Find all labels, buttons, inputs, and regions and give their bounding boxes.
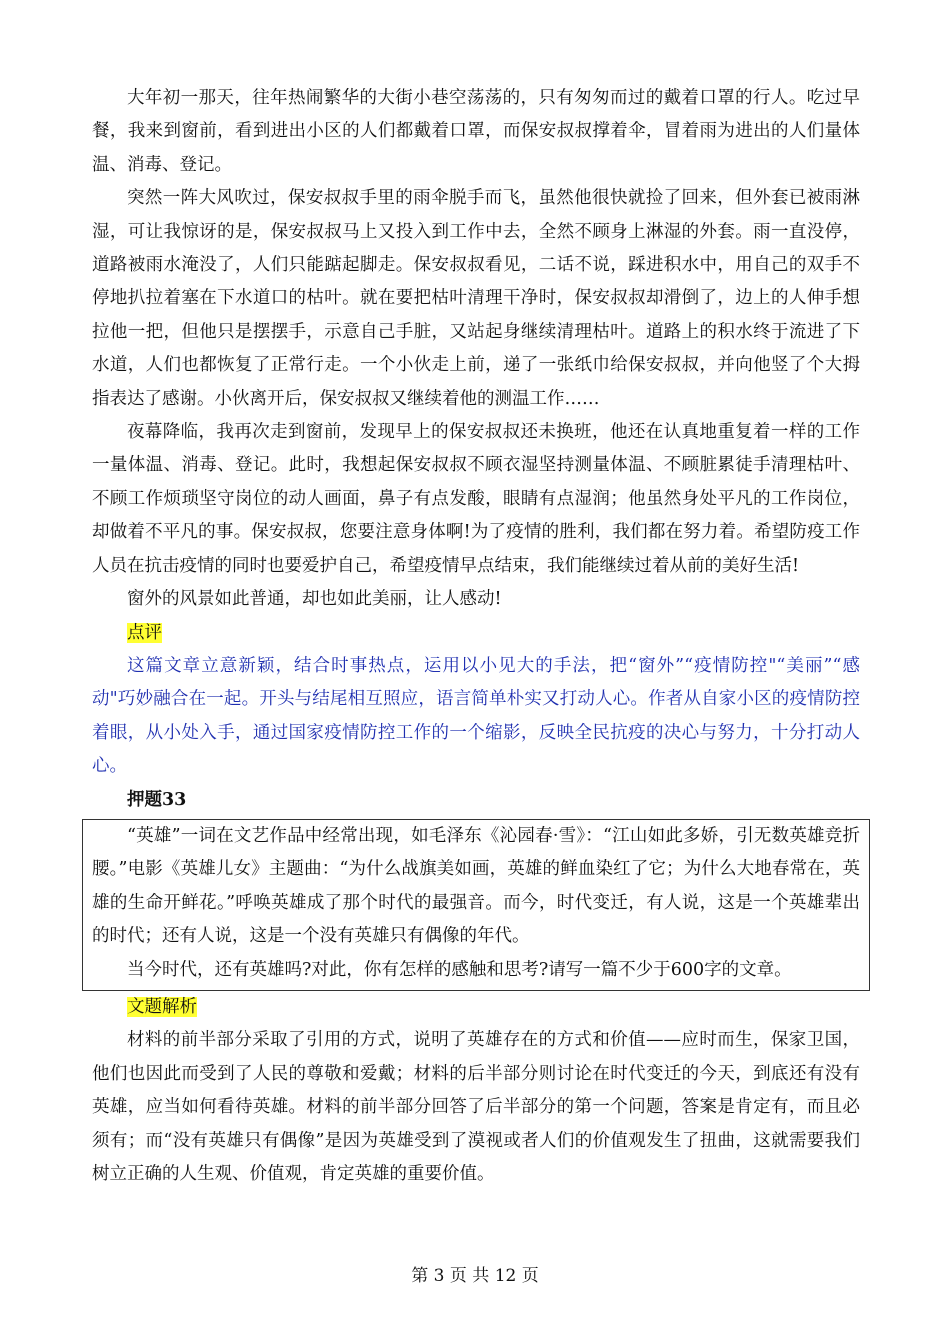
essay-paragraph-2: 突然一阵大风吹过，保安叔叔手里的雨伞脱手而飞，虽然他很快就捡了回来，但外套已被雨淋湿，可让我惊讶的是，保安叔叔马上又投入到工作中去，全然不顾身上淋湿的外套。雨一直没停，道路被雨水淹没了，人们只能踮起脚走。保安叔叔看见，二话不说，踩进积水中，用自己的双手不停地扒拉着塞在下水道口的枯叶。就在要把枯叶清理干净时，保安叔叔却滑倒了，边上的人伸手想拉他一把，但他只是摆摆手，示意自己手脏，又站起身继续清理枯叶。道路上的积水终于流进了下水道，人们也都恢复了正常行走。一个小伙走上前，递了一张纸巾给保安叔叔，并向他竖了个大拇指表达了感谢。小伙离开后，保安叔叔又继续着他的测温工作…… <box>92 188 860 409</box>
essay-paragraph-3: 夜幕降临，我再次走到窗前，发现早上的保安叔叔还未换班，他还在认真地重复着一样的工作一量体温、消毒、登记。此时，我想起保安叔叔不顾衣湿坚持测量体温、不顾脏累徒手清理枯叶、不顾工作烦琐坚守岗位的动人画面，鼻子有点发酸，眼睛有点湿润；他虽然身处平凡的工作岗位，却做着不平凡的事。保安叔叔，您要注意身体啊!为了疫情的胜利，我们都在努力着。希望防疫工作人员在抗击疫情的同时也要爱护自己，希望疫情早点结束，我们能继续过着从前的美好生活! <box>92 422 860 576</box>
analysis-paragraph: 材料的前半部分采取了引用的方式，说明了英雄存在的方式和价值——应时而生，保家卫国，他们也因此而受到了人民的尊敬和爱戴；材料的后半部分则讨论在时代变迁的今天，到底还有没有英雄，应当如何看待英雄。材料的前半部分回答了后半部分的第一个问题，答案是肯定有，而且必须有；而“没有英雄只有偶像”是因为英雄受到了漠视或者人们的价值观发生了扭曲，这就需要我们树立正确的人生观、价值观，肯定英雄的重要价值。 <box>92 1030 860 1184</box>
prompt-paragraph-1: “英雄”一词在文艺作品中经常出现，如毛泽东《沁园春·雪》：“江山如此多娇，引无数英雄竞折腰。”电影《英雄儿女》主题曲：“为什么战旗美如画，英雄的鲜血染红了它；为什么大地春常在，英雄的生命开鲜花。”呼唤英雄成了那个时代的最强音。而今，时代变迁，有人说，这是一个英雄辈出的时代；还有人说，这是一个没有英雄只有偶像的年代。 <box>92 825 860 947</box>
essay-paragraph-4: 窗外的风景如此普通，却也如此美丽，让人感动! <box>127 589 502 610</box>
question-title: 押题33 <box>127 789 187 810</box>
prompt-box <box>82 819 870 991</box>
page-content <box>92 82 860 1191</box>
prompt-paragraph-2: 当今时代，还有英雄吗?对此，你有怎样的感触和思考?请写一篇不少于600字的文章。 <box>127 959 792 980</box>
page-footer: 第 3 页 共 12 页 <box>411 1266 539 1286</box>
analysis-label-line <box>127 991 860 1024</box>
analysis-label: 文题解析 <box>127 996 197 1017</box>
essay-paragraph-1: 大年初一那天，往年热闹繁华的大街小巷空荡荡的，只有匆匆而过的戴着口罩的行人。吃过早餐，我来到窗前，看到进出小区的人们都戴着口罩，而保安叔叔撑着伞，冒着雨为进出的人们量体温、消毒、登记。 <box>92 88 860 175</box>
comment-label-line <box>127 617 860 650</box>
comment-label: 点评 <box>127 622 162 643</box>
comment-body: 这篇文章立意新颖，结合时事热点，运用以小见大的手法，把“窗外”“疫情防控"“美丽”“感动"巧妙融合在一起。开头与结尾相互照应，语言简单朴实又打动人心。作者从自家小区的疫情防控着眼，从小处入手，通过国家疫情防控工作的一个缩影，反映全民抗疫的决心与努力，十分打动人心。 <box>92 655 860 777</box>
